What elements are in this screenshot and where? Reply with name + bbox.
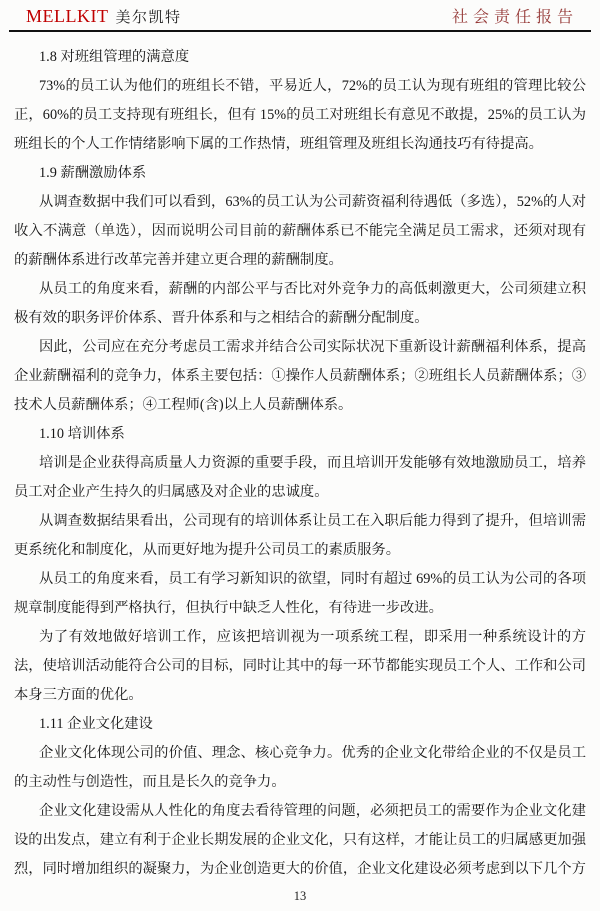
page-header xyxy=(0,0,600,27)
paragraph: 因此，公司应在充分考虑员工需求并结合公司实际状况下重新设计薪酬福利体系，提高企业薪酬福利的竞争力，体系主要包括：①操作人员薪酬体系；②班组长人员薪酬体系；③技术人员薪酬体系；④工程师(含)以上人员薪酬体系。 xyxy=(14,339,586,413)
paragraph: 培训是企业获得高质量人力资源的重要手段，而且培训开发能够有效地激励员工，培养员工对企业产生持久的归属感及对企业的忠诚度。 xyxy=(14,455,586,500)
paragraph: 从员工的角度来看，薪酬的内部公平与否比对外竞争力的高低刺激更大，公司须建立积极有效的职务评价体系、晋升体系和与之相结合的薪酬分配制度。 xyxy=(14,281,586,326)
section-heading-1-10: 1.10 培训体系 xyxy=(39,426,125,442)
report-title: 社会责任报告 xyxy=(451,9,578,26)
section-heading-1-11: 1.11 企业文化建设 xyxy=(39,716,153,732)
logo-text-cn: 美尔凯特 xyxy=(115,10,182,26)
paragraph: 企业文化建设需从人性化的角度去看待管理的问题，必须把员工的需要作为企业文化建设的出发点，建立有利于企业长期发展的企业文化，只有这样，才能让员工的归属感更加强烈，同时增加组织的凝聚力，为企业创造更大的价值，企业文化建设必须考虑到以下几个方 xyxy=(14,803,586,877)
paragraph: 为了有效地做好培训工作，应该把培训视为一项系统工程，即采用一种系统设计的方法，使培训活动能符合公司的目标，同时让其中的每一环节都能实现员工个人、工作和公司本身三方面的优化。 xyxy=(14,629,586,703)
paragraph: 从调查数据中我们可以看到，63%的员工认为公司薪资福利待遇低（多选），52%的人对收入不满意（单选），因而说明公司目前的薪酬体系已不能完全满足员工需求，还须对现有的薪酬体系进行改革完善并建立更合理的薪酬制度。 xyxy=(14,194,586,268)
document-body xyxy=(0,32,600,884)
paragraph: 从调查数据结果看出，公司现有的培训体系让员工在入职后能力得到了提升，但培训需更系统化和制度化，从而更好地为提升公司员工的素质服务。 xyxy=(14,513,586,558)
section-heading-1-8: 1.8 对班组管理的满意度 xyxy=(39,49,190,65)
paragraph: 企业文化体现公司的价值、理念、核心竞争力。优秀的企业文化带给企业的不仅是员工的主动性与创造性，而且是长久的竞争力。 xyxy=(14,745,586,790)
page-number: 13 xyxy=(293,889,307,903)
logo-text-en: MELLKIT xyxy=(26,6,109,26)
section-heading-1-9: 1.9 薪酬激励体系 xyxy=(39,165,147,181)
page-footer xyxy=(0,889,600,904)
company-logo xyxy=(26,6,182,27)
paragraph: 73%的员工认为他们的班组长不错，平易近人，72%的员工认为现有班组的管理比较公正，60%的员工支持现有班组长，但有 15%的员工对班组长有意见不敢提，25%的员工认为班组长的个人工作情绪影响下属的工作热情，班组管理及班组长沟通技巧有待提高。 xyxy=(14,78,586,152)
paragraph: 从员工的角度来看，员工有学习新知识的欲望，同时有超过 69%的员工认为公司的各项规章制度能得到严格执行，但执行中缺乏人性化，有待进一步改进。 xyxy=(14,571,586,616)
